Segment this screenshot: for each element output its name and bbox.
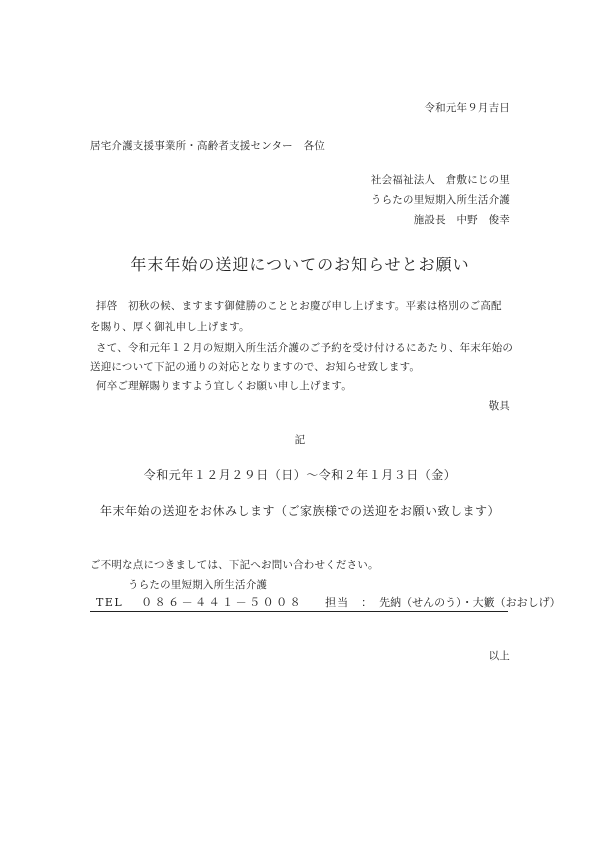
sender-organization: 社会福祉法人 倉敷にじの里 <box>370 174 510 186</box>
body-paragraph-1-line-2: を賜り、厚く御礼申し上げます。 <box>90 321 250 333</box>
closure-period: 令和元年１２月２９日（日）～令和２年１月３日（金） <box>143 468 457 482</box>
body-paragraph-1-line-1: 拝啓 初秋の候、ますます御健勝のこととお慶び申し上げます。平素は格別のご高配 <box>96 300 502 312</box>
body-paragraph-3: 何卒ご理解賜りますよう宜しくお願い申し上げます。 <box>96 380 352 392</box>
contact-names: 先納（せんのう）・大籔（おおしげ） <box>379 596 561 609</box>
sender-director: 施設長 中野 俊幸 <box>413 214 510 226</box>
ki-heading: 記 <box>294 434 306 446</box>
inquiry-text: ご不明な点につきましては、下記へお問い合わせください。 <box>90 559 379 571</box>
recipient-line: 居宅介護支援事業所・高齢者支援センター 各位 <box>90 140 325 152</box>
sender-facility: うらたの里短期入所生活介護 <box>370 194 510 206</box>
body-paragraph-2-line-2: 送迎について下記の通りの対応となりますので、お知らせ致します。 <box>90 361 421 373</box>
contact-line <box>90 594 561 612</box>
closing-keigu: 敬具 <box>488 400 510 412</box>
body-paragraph-2-line-1: さて、令和元年１２月の短期入所生活介護のご予約を受け付けるにあたり、年末年始の <box>96 342 514 354</box>
closure-notice: 年末年始の送迎をお休みします（ご家族様での送迎をお願い致します） <box>99 504 500 518</box>
tel-number[interactable]: ０８６－４４１－５００８ <box>141 596 304 609</box>
letter-date: 令和元年９月吉日 <box>424 102 510 114</box>
letter-title: 年末年始の送迎についてのお知らせとお願い <box>130 255 470 274</box>
contact-facility: うらたの里短期入所生活介護 <box>128 579 268 591</box>
contact-role: 担当 ： <box>325 596 374 609</box>
tel-label: TEL <box>96 596 124 609</box>
closing-ijou: 以上 <box>488 650 510 662</box>
